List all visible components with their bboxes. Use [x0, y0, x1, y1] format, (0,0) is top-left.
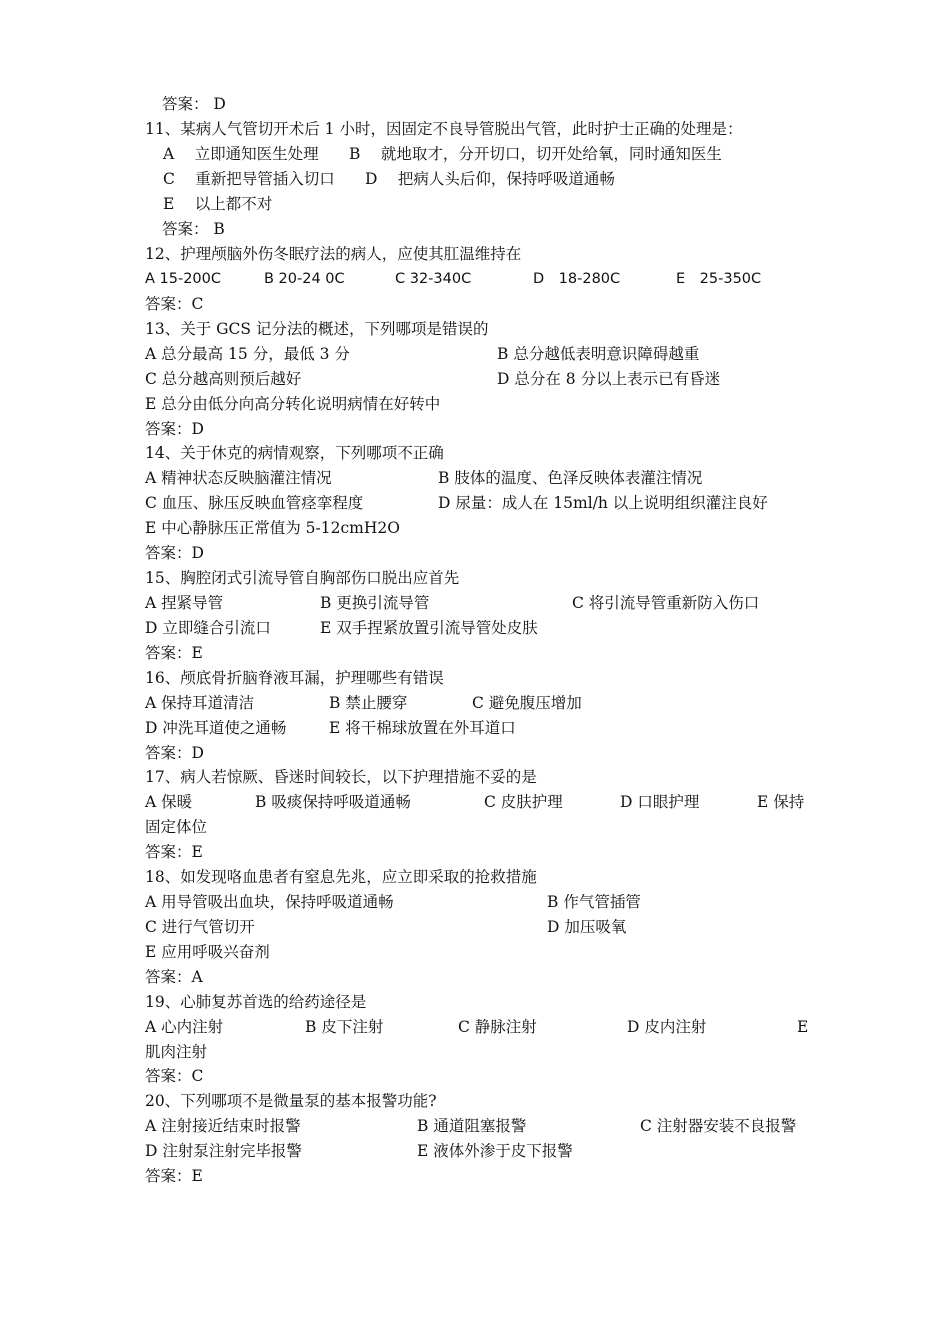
text-line: A 心内注射: [145, 1018, 224, 1036]
text-line: A 15-200C: [145, 271, 222, 287]
text-line: D 18-280C: [533, 271, 621, 287]
text-line: 20、下列哪项不是微量泵的基本报警功能?: [145, 1092, 437, 1110]
text-line: B 更换引流导管: [320, 594, 430, 612]
text-line: 12、护理颅脑外伤冬眠疗法的病人，应使其肛温维持在: [145, 245, 522, 263]
text-line: 14、关于休克的病情观察，下列哪项不正确: [145, 444, 444, 462]
text-line: 答案：D: [145, 544, 204, 562]
text-line: B 作气管插管: [547, 893, 641, 911]
text-line: C 注射器安装不良报警: [640, 1117, 797, 1135]
text-line: B 就地取才，分开切口，切开处给氧，同时通知医生: [349, 145, 722, 163]
text-line: D 立即缝合引流口: [145, 619, 271, 637]
text-line: B 20-24 0C: [264, 271, 345, 287]
text-line: A 总分最高 15 分，最低 3 分: [145, 345, 350, 363]
text-line: C 避免腹压增加: [472, 694, 582, 712]
text-line: D 总分在 8 分以上表示已有昏迷: [497, 370, 721, 388]
text-line: A 精神状态反映脑灌注情况: [145, 469, 332, 487]
text-line: D 尿量：成人在 15ml/h 以上说明组织灌注良好: [438, 494, 768, 512]
text-line: 答案：C: [145, 295, 204, 313]
text-line: E 25-350C: [676, 271, 762, 287]
text-line: 答案：D: [145, 420, 204, 438]
text-line: A 保暖: [145, 793, 193, 811]
text-line: E: [797, 1018, 809, 1036]
text-line: D 口眼护理: [620, 793, 700, 811]
text-line: E 保持: [757, 793, 805, 811]
text-line: 肌肉注射: [145, 1043, 208, 1061]
text-line: E 将干棉球放置在外耳道口: [329, 719, 516, 737]
text-line: B 禁止腰穿: [329, 694, 408, 712]
text-line: B 皮下注射: [305, 1018, 384, 1036]
text-line: 16、颅底骨折脑脊液耳漏，护理哪些有错误: [145, 669, 444, 687]
text-line: E 应用呼吸兴奋剂: [145, 943, 270, 961]
text-line: C 32-340C: [395, 271, 472, 287]
text-line: D 皮内注射: [627, 1018, 707, 1036]
text-line: 答案： D: [162, 95, 226, 113]
text-line: 19、心肺复苏首选的给药途径是: [145, 993, 367, 1011]
text-line: 15、胸腔闭式引流导管自胸部伤口脱出应首先: [145, 569, 460, 587]
text-line: B 吸痰保持呼吸道通畅: [255, 793, 411, 811]
text-line: C 皮肤护理: [484, 793, 563, 811]
text-line: D 加压吸氧: [547, 918, 627, 936]
text-line: C 进行气管切开: [145, 918, 255, 936]
text-line: C 重新把导管插入切口: [163, 170, 335, 188]
text-line: B 总分越低表明意识障碍越重: [497, 345, 700, 363]
text-line: 答案：C: [145, 1067, 204, 1085]
text-line: D 把病人头后仰，保持呼吸道通畅: [365, 170, 615, 188]
text-line: 固定体位: [145, 818, 208, 836]
text-line: A 捏紧导管: [145, 594, 224, 612]
text-line: A 保持耳道清洁: [145, 694, 255, 712]
text-line: 答案：E: [145, 1167, 203, 1185]
text-line: 17、病人若惊厥、昏迷时间较长，以下护理措施不妥的是: [145, 768, 537, 786]
text-line: 18、如发现咯血患者有窒息先兆，应立即采取的抢救措施: [145, 868, 537, 886]
text-line: 答案：E: [145, 644, 203, 662]
text-line: E 双手捏紧放置引流导管处皮肤: [320, 619, 538, 637]
text-line: 13、关于 GCS 记分法的概述，下列哪项是错误的: [145, 320, 489, 338]
text-line: C 静脉注射: [458, 1018, 537, 1036]
text-line: C 血压、脉压反映血管痉挛程度: [145, 494, 364, 512]
text-line: B 肢体的温度、色泽反映体表灌注情况: [438, 469, 703, 487]
text-line: 答案：D: [145, 744, 204, 762]
text-line: 答案：E: [145, 843, 203, 861]
text-line: A 用导管吸出血块，保持呼吸道通畅: [145, 893, 394, 911]
text-line: C 将引流导管重新防入伤口: [572, 594, 760, 612]
text-line: 答案：A: [145, 968, 203, 986]
text-line: D 冲洗耳道使之通畅: [145, 719, 287, 737]
text-line: E 以上都不对: [163, 195, 273, 213]
text-line: C 总分越高则预后越好: [145, 370, 302, 388]
text-line: D 注射泵注射完毕报警: [145, 1142, 302, 1160]
text-line: 答案： B: [162, 220, 225, 238]
text-line: E 液体外渗于皮下报警: [417, 1142, 573, 1160]
text-line: E 中心静脉压正常值为 5-12cmH2O: [145, 519, 400, 537]
text-line: 11、某病人气管切开术后 1 小时，因固定不良导管脱出气管，此时护士正确的处理是：: [145, 120, 743, 138]
text-line: B 通道阻塞报警: [417, 1117, 527, 1135]
text-line: E 总分由低分向高分转化说明病情在好转中: [145, 395, 441, 413]
text-line: A 立即通知医生处理: [163, 145, 319, 163]
text-line: A 注射接近结束时报警: [145, 1117, 301, 1135]
